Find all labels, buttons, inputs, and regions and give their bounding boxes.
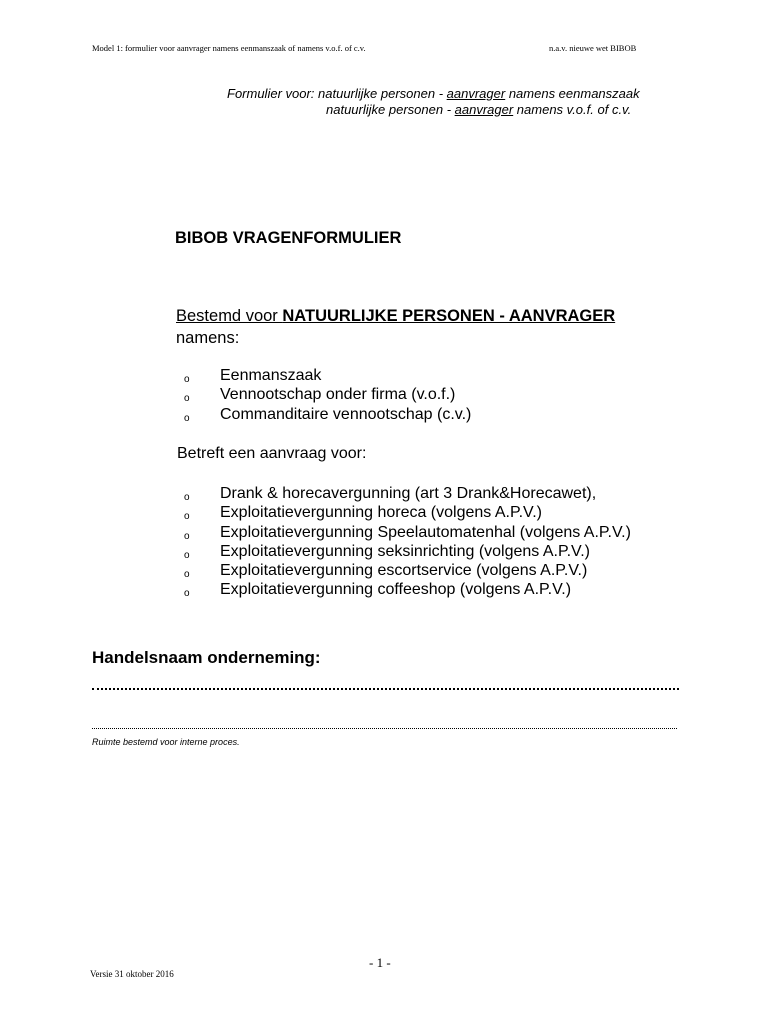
subtitle-line-2-prefix: natuurlijke personen - (326, 102, 455, 117)
list-item (0, 405, 770, 424)
list-item (0, 366, 770, 385)
bullet-icon: o (184, 374, 190, 385)
form-title: BIBOB VRAGENFORMULIER (175, 229, 402, 247)
handelsnaam-fill-line[interactable] (92, 684, 679, 690)
bestemd-bold: NATUURLIJKE PERSONEN - AANVRAGER (282, 307, 616, 325)
list-item-label: Commanditaire vennootschap (c.v.) (220, 405, 472, 423)
list-item-label: Eenmanszaak (220, 367, 322, 384)
list-item-label: Drank & horecavergunning (art 3 Drank&Horecawet), (220, 485, 597, 502)
handelsnaam-label: Handelsnaam onderneming: (92, 648, 321, 667)
list-item (0, 561, 770, 580)
subtitle-line-1-suffix: namens eenmanszaak (505, 86, 640, 101)
bullet-icon: o (184, 569, 190, 581)
list-item-label: Exploitatievergunning escortservice (volgens A.P.V.) (220, 562, 588, 580)
list-item (0, 523, 770, 542)
betreft-label: Betreft een aanvraag voor: (177, 445, 367, 462)
namens-label: namens: (176, 329, 240, 347)
bullet-icon: o (184, 588, 190, 600)
header-left-text: Model 1: formulier voor aanvrager namens eenmanszaak of namens v.o.f. of c.v. (92, 43, 366, 53)
internal-process-fill-line (92, 724, 677, 729)
bullet-icon: o (184, 393, 190, 405)
bullet-icon: o (184, 530, 190, 542)
list-item-label: Exploitatievergunning horeca (volgens A.P.V.) (220, 504, 542, 522)
subtitle-line-1-prefix: Formulier voor: natuurlijke personen - (227, 86, 447, 101)
bullet-icon: o (184, 412, 190, 424)
bestemd-prefix: Bestemd voor (176, 307, 283, 325)
subtitle-line-2-underlined: aanvrager (454, 102, 514, 117)
subtitle-line-1-underlined: aanvrager (446, 86, 506, 101)
list-item (0, 542, 770, 561)
bullet-icon: o (184, 492, 190, 503)
list-item-label: Vennootschap onder firma (v.o.f.) (220, 386, 456, 404)
bestemd-voor-line (176, 307, 615, 326)
subtitle-line-2 (326, 102, 631, 117)
header-right-text: n.a.v. nieuwe wet BIBOB (549, 43, 637, 53)
version-footer: Versie 31 oktober 2016 (90, 969, 174, 979)
permit-type-list (0, 484, 770, 600)
subtitle-line-1 (227, 86, 640, 101)
bullet-icon: o (184, 549, 190, 561)
bullet-icon: o (184, 511, 190, 523)
list-item (0, 580, 770, 599)
internal-process-note: Ruimte bestemd voor interne proces. (92, 737, 240, 747)
list-item-label: Exploitatievergunning Speelautomatenhal (volgens A.P.V.) (220, 523, 631, 541)
list-item (0, 385, 770, 404)
entity-type-list (0, 366, 770, 424)
list-item (0, 503, 770, 522)
list-item-label: Exploitatievergunning coffeeshop (volgens A.P.V.) (220, 581, 572, 599)
page-number: - 1 - (369, 955, 391, 970)
subtitle-line-2-suffix: namens v.o.f. of c.v. (513, 102, 632, 117)
list-item (0, 484, 770, 503)
list-item-label: Exploitatievergunning seksinrichting (volgens A.P.V.) (220, 542, 590, 560)
